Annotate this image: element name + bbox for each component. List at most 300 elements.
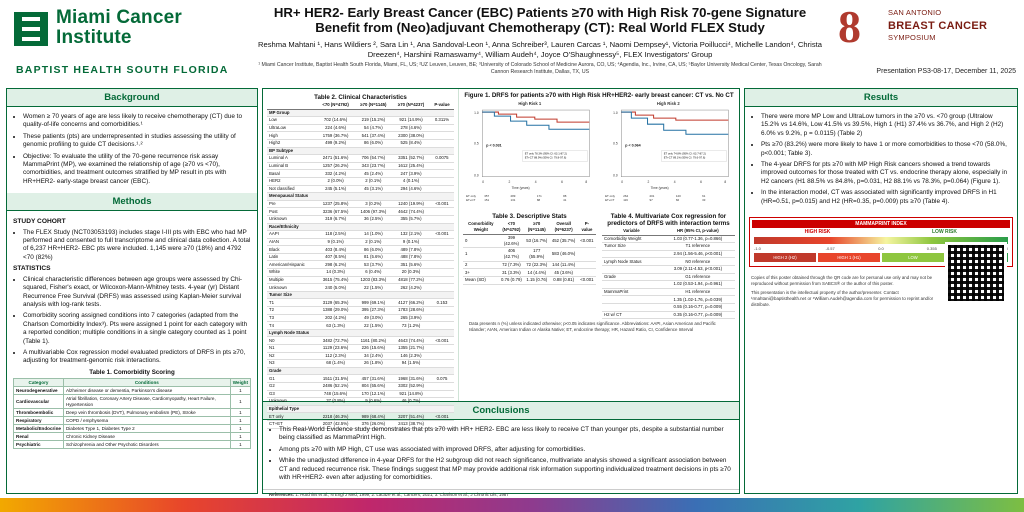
- table-cell: AAPI: [267, 231, 317, 239]
- mammaprint-scale-tick: -0.57: [825, 246, 835, 252]
- table-row: [267, 155, 454, 163]
- table-cell: 73 (1.2%): [392, 322, 430, 330]
- table-cell: 144 (11.4%): [549, 261, 578, 269]
- conclusions-heading: Conclusions: [263, 401, 739, 420]
- svg-text:4: 4: [534, 179, 537, 184]
- table-cell: Basal: [267, 170, 317, 178]
- table-cell: 45 (3.6%): [549, 269, 578, 277]
- clinical-characteristics-table: [267, 102, 454, 429]
- table-cell: 1355 (21.7%): [392, 345, 430, 353]
- svg-text:116: 116: [622, 197, 628, 202]
- table-cell: 3302 (52.9%): [392, 382, 430, 390]
- table2-col-header: ≥70 (N=1145): [355, 102, 393, 109]
- svg-text:0.5: 0.5: [474, 141, 479, 146]
- table-cell: 202 (4.2%): [317, 314, 355, 322]
- table-row: Psychiatric Schizophrenia and Other Psychotic Disorders 1: [14, 441, 251, 449]
- table-row: [267, 314, 454, 322]
- table-cell: 489 (7.8%): [392, 246, 430, 254]
- table-cell: 1203 (83.3%): [355, 276, 393, 284]
- table-cell: 1783 (28.6%): [392, 307, 430, 315]
- page-title: HR+ HER2- Early Breast Cancer (EBC) Patients ≥70 with High Risk 70-gene Signature Benefit from (Neo)adjuvant Chemotherapy (CT): Real World FLEX Study: [273, 5, 807, 35]
- table-cell: H1 reference: [661, 288, 735, 296]
- table-cell: 245 (5.1%): [317, 185, 355, 193]
- table-cell: T2: [267, 307, 317, 315]
- table-row: [267, 276, 454, 284]
- table-row: [602, 273, 735, 281]
- table-cell: N0: [267, 337, 317, 345]
- table-cell: [430, 185, 454, 193]
- table-cell: 407 (8.5%): [317, 253, 355, 261]
- table-cell: White: [267, 269, 317, 277]
- table-cell: 177 (55.9%): [524, 248, 549, 262]
- table-cell: [430, 139, 454, 147]
- table-cell: 49 (3.0%): [355, 314, 393, 322]
- table-cell: 1388 (29.0%): [317, 307, 355, 315]
- table-cell: Comorbidity Weight: [602, 235, 661, 243]
- table-row: [267, 284, 454, 292]
- table-cell: 247 (3.9%): [392, 170, 430, 178]
- table-cell: 226 (15.6%): [355, 345, 393, 353]
- table-cell: 0.0075: [430, 155, 454, 163]
- table-cell: N0 reference: [661, 258, 735, 266]
- table-cell: 0.075: [430, 375, 454, 383]
- table-cell: 403 (8.4%): [317, 246, 355, 254]
- multivariate-cox-table: [602, 228, 735, 319]
- table-cell: 146 (2.3%): [392, 352, 430, 360]
- table-cell: [578, 261, 596, 269]
- methods-stat-item: • Comorbidity scoring assigned conditions into 7 categories (adapted from the Charlson Comorbidity Index³). Pts were assigned 1 point for each category with a reported condition; multiple conditions in a single category counted as 1 point (Table 1).: [23, 312, 251, 346]
- results-item: • Pts ≥70 (83.2%) were more likely to have 1 or more comorbidities to those <70 (58.0%, p<0.001; Table 3).: [761, 141, 1011, 158]
- methods-heading: Methods: [7, 193, 257, 211]
- table-cell: Unknown: [267, 215, 317, 223]
- figure1-panel: [459, 89, 739, 401]
- svg-text:88: 88: [563, 193, 567, 198]
- table-cell: Black: [267, 246, 317, 254]
- table-cell: 2413 (38.7%): [392, 420, 430, 428]
- table-cell: 0.76 (0.79): [499, 276, 525, 284]
- table-cell: 0.55 (0.16-0.77, p=0.009): [661, 303, 735, 311]
- table-cell: MammaPrint: [602, 288, 661, 296]
- table2-col-header: P-value: [430, 102, 454, 109]
- table2-caption: Table 2. Clinical Characteristics: [314, 94, 407, 101]
- baptist-health-logo-icon: [14, 12, 48, 46]
- table-row: [267, 117, 454, 125]
- table-row: [267, 177, 454, 185]
- table-cell: 332 (4.2%): [317, 170, 355, 178]
- svg-text:171: 171: [536, 193, 542, 198]
- table2-group-row: [267, 329, 454, 337]
- table-cell: [430, 382, 454, 390]
- sabcs-line1: SAN ANTONIO: [888, 8, 942, 17]
- table3-col-header: ≥70 (N=1145): [524, 221, 549, 234]
- statistics-subheading: STATISTICS: [13, 265, 51, 273]
- svg-text:ET only 78.3% (95% CI: 63.1-8: ET only 78.3% (95% CI: 63.1-87.2): [524, 152, 567, 156]
- table-cell: 0.311%: [430, 117, 454, 125]
- table-cell: Multiple: [267, 276, 317, 284]
- table-cell: <0.001: [430, 413, 454, 421]
- table4-col-header: Variable: [602, 228, 661, 235]
- table2-group-row: [267, 109, 454, 117]
- brand-tagline: BAPTIST HEALTH SOUTH FLORIDA: [16, 64, 229, 76]
- table-cell: AIAN: [267, 238, 317, 246]
- table-cell: 20 (0.3%): [392, 269, 430, 277]
- table-row: [463, 261, 596, 269]
- table-cell: 1237 (25.8%): [317, 200, 355, 208]
- background-heading: Background: [7, 89, 257, 107]
- svg-text:ET only: ET only: [466, 193, 476, 198]
- table2-group-label: Grade: [267, 367, 454, 375]
- descriptive-stats-table: [463, 221, 596, 285]
- table-cell: 265 (3.9%): [392, 314, 430, 322]
- table-row: Cardiovascular Atrial fibrillation, Coronary Artery Disease, Cardiomyopathy, Heart Failure, Hypertension 1: [14, 395, 251, 409]
- table-cell: 298 (6.2%): [317, 261, 355, 269]
- table3-caption: Table 3. Descriptive Stats: [492, 213, 567, 220]
- table4-caption: Table 4. Multivariate Cox regression for predictors of DRFS with interaction terms: [607, 213, 730, 227]
- table-row: [267, 337, 454, 345]
- results-body: [745, 107, 1017, 213]
- institute-name-line2: Institute: [56, 27, 132, 48]
- table3-footnote: Data presents n (%) unless indicated otherwise; p<0.05 indicates significance. Abbreviations: AAPI, Asian American and Pacific Islander; AIAN, American Indian or Alaska Native; ET, endocrine therapy; HR, Hazard Ratio, CI, Confidence Interval: [469, 321, 716, 333]
- poster-header: [0, 0, 1024, 86]
- table-cell: [602, 281, 661, 289]
- table3-col-header: Comorbidity Weight: [463, 221, 499, 234]
- table-cell: Luminal B: [267, 162, 317, 170]
- table-cell: 3+: [463, 269, 499, 277]
- table-row: [267, 246, 454, 254]
- table-row: [267, 208, 454, 216]
- svg-text:8: 8: [585, 179, 588, 184]
- table-cell: 343 (23.7%): [355, 162, 393, 170]
- table-cell: Lymph Node Status: [602, 258, 661, 266]
- table-cell: 112 (2.3%): [317, 352, 355, 360]
- table-cell: UltraLow: [267, 124, 317, 132]
- table3-col-header: <70 (N=4792): [499, 221, 525, 234]
- svg-text:357: 357: [484, 193, 490, 198]
- table-row: [602, 281, 735, 289]
- conclusion-item: • Among pts ≥70 with MP High, CT use was associated with improved DRFS, after adjusting for comorbidities.: [279, 446, 733, 454]
- table-cell: 2 (0.1%): [355, 238, 393, 246]
- table-cell: 1161 (80.2%): [355, 337, 393, 345]
- table-row: [602, 296, 735, 304]
- table1-caption: Table 1. Comorbidity Scoring: [89, 368, 175, 376]
- table-cell: 3351 (52.7%): [392, 155, 430, 163]
- table-cell: 1.15 (0.76): [524, 276, 549, 284]
- table-cell: G3: [267, 390, 317, 398]
- table-cell: 4643 (74.4%): [392, 337, 430, 345]
- table-cell: 1511 (31.5%): [317, 375, 355, 383]
- bottom-color-bar: [0, 498, 1024, 512]
- table-row: [267, 382, 454, 390]
- table-cell: 9 (0.6%): [355, 398, 393, 406]
- table-cell: [430, 276, 454, 284]
- table-cell: 2218 (46.3%): [317, 413, 355, 421]
- table-cell: 1.35 (1.02-1.76, p=0.039): [661, 296, 735, 304]
- table-cell: 3615 (75.4%): [317, 276, 355, 284]
- table-cell: [578, 269, 596, 277]
- table-cell: 14 (0.3%): [317, 269, 355, 277]
- table1-col-header: Conditions: [63, 379, 230, 387]
- table-cell: 4642 (74.4%): [392, 208, 430, 216]
- table-cell: [430, 269, 454, 277]
- svg-text:0.0: 0.0: [474, 173, 479, 178]
- table-cell: 26 (1.8%): [355, 360, 393, 368]
- references-text: 1. Hutchins et al., N Engl J Med, 1999; 2. Lacaze et al., Cancers, 2021; 3. Charlson et al., J Chronic Dis, 1987: [295, 492, 509, 498]
- table2-col-header: [267, 102, 317, 109]
- table-row: [267, 269, 454, 277]
- table-cell: 1612 (25.4%): [392, 162, 430, 170]
- table-cell: 3.09 (2.11-4.53, p<0.001): [661, 265, 735, 273]
- table-row: [267, 139, 454, 147]
- table-cell: 54 (4.7%): [355, 124, 393, 132]
- table-cell: [430, 246, 454, 254]
- table-row: [602, 311, 735, 319]
- table-cell: 1: [463, 248, 499, 262]
- table-cell: 748 (15.6%): [317, 390, 355, 398]
- svg-text:66: 66: [675, 197, 679, 202]
- table-cell: 921 (14.9%): [392, 117, 430, 125]
- svg-text:ET+CT 88.9% (95% CI: 79.8-97.: ET+CT 88.9% (95% CI: 79.8-97.6): [524, 156, 567, 160]
- km-plot-high-risk-2: [602, 101, 736, 207]
- results-item: • There were more MP Low and UltraLow tumors in the ≥70 vs. <70 group (Ultralow 15.2% vs 14.6%, Low 41.5% vs 39.5%, High 1 (H1) 37.4% vs 36.7%, and High 2 (H2) 6.0% vs 9.2%, p = 0.0115) (Table 2): [761, 113, 1011, 138]
- km2-svg: [602, 106, 736, 202]
- table-cell: [430, 261, 454, 269]
- svg-text:ET+CT 89.1% (95% CI: 79.6-97.: ET+CT 89.1% (95% CI: 79.6-97.6): [663, 156, 705, 160]
- institute-name-line1: Miami Cancer: [56, 7, 182, 28]
- table-cell: 395 (27.3%): [355, 307, 393, 315]
- table-cell: 921 (14.8%): [392, 390, 430, 398]
- methods-body: [7, 211, 257, 453]
- table-cell: 2: [463, 261, 499, 269]
- table-cell: 2037 (42.5%): [317, 420, 355, 428]
- table-cell: 118 (2.5%): [317, 231, 355, 239]
- table-cell: 22 (1.5%): [355, 322, 393, 330]
- table2-group-label: Tumor Size: [267, 291, 454, 299]
- table-cell: American/Hispanic: [267, 261, 317, 269]
- table-cell: 31 (3.3%): [499, 269, 525, 277]
- table-cell: H2 w/ CT: [602, 311, 661, 319]
- svg-text:61: 61: [701, 193, 705, 198]
- table-cell: 3236 (67.5%): [317, 208, 355, 216]
- institute-name: [56, 8, 182, 48]
- qr-note-line2: This presentation is the intellectual property of the author/presenter. Contact ¹rmahtani@baptisthealth.net or ⁴William.Audeh@agendia.com for permission to reprint and/or distribute.: [751, 290, 934, 308]
- table-row: [602, 258, 735, 266]
- author-list: Reshma Mahtani ¹, Hans Wildiers ², Sara Lin ¹, Ana Sandoval-Leon ¹, Anna Schreiber³, Lauren Carcas ¹, Naomi Dempsey¹, Victoria Poillucci⁴, Michelle Landon⁴, Christa Dreezen⁴, Harshini Ramaswamy⁴, William Audeh⁴, Joyce O'Shaughnessy⁵, FLEX Investigators' Group: [258, 40, 822, 59]
- table2-group-row: [267, 405, 454, 413]
- table-cell: [430, 162, 454, 170]
- table-cell: 1968 (31.6%): [392, 375, 430, 383]
- sabcs-line2: BREAST CANCER: [888, 19, 988, 32]
- table-cell: G2: [267, 382, 317, 390]
- table2-panel: [263, 89, 459, 427]
- results-heading: Results: [745, 89, 1017, 107]
- references-label: References:: [269, 492, 295, 498]
- table-cell: 170 (12.1%): [355, 390, 393, 398]
- table-cell: 86 (6.0%): [355, 139, 393, 147]
- conclusion-item: • While the unadjusted difference in 4-year DRFS for the H2 subgroup did not reach significance, multivariate analysis showed a significant association between CT and reduced recurrence risk. These findings suggest that MP may provide additional risk information supporting individualized treatment decisions in pts ≥70 with HR+HER2- even after adjusting for comorbidities.: [279, 457, 733, 482]
- svg-text:41: 41: [563, 197, 567, 202]
- table-cell: 583 (46.0%): [549, 248, 578, 262]
- table-cell: T1: [267, 299, 317, 307]
- table-cell: [602, 250, 661, 258]
- background-body: [7, 107, 257, 193]
- background-item: • Objective: To evaluate the utility of the 70-gene recurrence risk assay MammaPrint (MP), we examined the relationship of age (≥70 vs <70), comorbidities, and treatment outcomes stratified by MP result in pts with HR+HER2- early-stage breast cancer (EBC).: [23, 153, 251, 187]
- table-cell: Tumor Size: [602, 243, 661, 251]
- table-cell: 37 (0.8%): [317, 398, 355, 406]
- table-cell: N2: [267, 352, 317, 360]
- table-cell: 81 (5.6%): [355, 253, 393, 261]
- table-cell: 1406 (97.3%): [355, 208, 393, 216]
- mammaprint-bin-low: LOW: [882, 253, 944, 262]
- table-cell: CT+ET: [267, 420, 317, 428]
- table-cell: 452 (35.7%): [549, 234, 578, 248]
- table-cell: 706 (54.7%): [355, 155, 393, 163]
- table-cell: T3: [267, 314, 317, 322]
- table-row: [463, 248, 596, 262]
- sabcs-logo-text: [888, 7, 987, 45]
- table-cell: 219 (15.2%): [355, 117, 393, 125]
- table-cell: 355 (5.7%): [392, 215, 430, 223]
- mammaprint-high-risk-label: HIGH RISK: [804, 229, 831, 236]
- table-cell: Unknown: [267, 398, 317, 406]
- table2-group-label: MP Group: [267, 109, 454, 117]
- svg-text:289: 289: [510, 193, 516, 198]
- table-row: [602, 303, 735, 311]
- svg-text:1.0: 1.0: [612, 111, 618, 116]
- table-cell: 1257 (26.2%): [317, 162, 355, 170]
- table-row: [267, 238, 454, 246]
- table-cell: 72 (7.3%): [499, 261, 525, 269]
- table-cell: Pre: [267, 200, 317, 208]
- methods-stat-item: • Clinical characteristic differences between age groups were assessed by Chi-squared, Fisher's exact, or Wilcoxon-Mann-Whitney tests. 4-year (yr) Distant Recurrence Free Survival (DRFS) was assessed using Kaplan-Meier survival analysis with log-rank tests.: [23, 276, 251, 310]
- table-cell: 488 (7.8%): [392, 253, 430, 261]
- table-row: [267, 215, 454, 223]
- table-cell: 499 (9.2%): [317, 139, 355, 147]
- conclusion-item: • This Real-World Evidence study demonstrates that pts ≥70 with HR+ HER2- EBC are less likely to receive CT than younger pts, despite a substantial number being classified as MammaPrint High.: [279, 426, 733, 443]
- svg-text:1.0: 1.0: [474, 111, 479, 116]
- table-cell: [430, 352, 454, 360]
- table-row: [602, 265, 735, 273]
- qr-note-block: [745, 271, 1017, 312]
- table-cell: 53 (3.7%): [355, 261, 393, 269]
- conclusions-body: [263, 420, 739, 489]
- table-cell: 4 (0.1%): [392, 177, 430, 185]
- table-cell: 319 (6.7%): [317, 215, 355, 223]
- study-cohort-subheading: STUDY COHORT: [13, 218, 66, 226]
- table-cell: <0.001: [430, 200, 454, 208]
- table-cell: 9 (0.1%): [392, 238, 430, 246]
- svg-text:151: 151: [484, 197, 490, 202]
- table4-panel: [602, 211, 735, 319]
- table-row: [267, 261, 454, 269]
- table-cell: 989 (68.4%): [355, 413, 393, 421]
- table-cell: Unknown: [267, 284, 317, 292]
- svg-text:Time (years): Time (years): [511, 185, 530, 190]
- table-cell: 399 (42.6%): [499, 234, 525, 248]
- table-cell: 36 (2.5%): [355, 215, 393, 223]
- table-cell: [602, 303, 661, 311]
- table-row: Metabolic/Endocrine Diabetes Type 1, Diabetes Type 2 1: [14, 425, 251, 433]
- table-cell: 1.03 (0.77-1.36, p=0.866): [661, 235, 735, 243]
- mammaprint-title: MAMMAPRINT INDEX: [752, 220, 1010, 228]
- table-cell: 94 (1.5%): [392, 360, 430, 368]
- table-row: [267, 322, 454, 330]
- table-cell: [602, 265, 661, 273]
- table-cell: 1129 (23.6%): [317, 345, 355, 353]
- table-row: [463, 234, 596, 248]
- mammaprint-bin-high1: HIGH 1 (H1): [818, 253, 880, 262]
- table-row: Respiratory COPD / emphysema 1: [14, 417, 251, 425]
- table-cell: 4127 (66.2%): [392, 299, 430, 307]
- table-cell: HER2: [267, 177, 317, 185]
- table-cell: <0.001: [578, 276, 596, 284]
- table-cell: 14 (4.4%): [524, 269, 549, 277]
- table-row: [463, 276, 596, 284]
- svg-text:131: 131: [510, 197, 516, 202]
- table-cell: 1759 (36.7%): [317, 132, 355, 140]
- table-cell: 0.35 (0.16-0.77, p=0.009): [661, 311, 735, 319]
- table-cell: 278 (4.6%): [392, 124, 430, 132]
- table-cell: 53 (16.7%): [524, 234, 549, 248]
- table-cell: [430, 284, 454, 292]
- table-cell: 1240 (19.9%): [392, 200, 430, 208]
- table-cell: T4: [267, 322, 317, 330]
- table-row: [267, 124, 454, 132]
- table-cell: 541 (37.4%): [355, 132, 393, 140]
- svg-text:6: 6: [699, 179, 702, 184]
- svg-text:120: 120: [675, 193, 681, 198]
- table-row: Thromboembolic Deep vein thrombosis (DVT), Pulmonary embolism (PE), Stroke 1: [14, 409, 251, 417]
- table-cell: N3: [267, 360, 317, 368]
- sabcs-logo: [838, 1, 1016, 62]
- table-cell: 262 (4.2%): [392, 284, 430, 292]
- table-row: [602, 288, 735, 296]
- table-cell: 0.88 (0.81): [549, 276, 578, 284]
- sabcs-line3: SYMPOSIUM: [888, 33, 936, 42]
- table-cell: [430, 208, 454, 216]
- table-cell: Luminal A: [267, 155, 317, 163]
- km-plot-high-risk-1: [463, 101, 597, 207]
- svg-text:ET+CT: ET+CT: [604, 197, 614, 202]
- background-item: • Women ≥ 70 years of age are less likely to receive chemotherapy (CT) due to quality-of-life concerns and comorbidities.¹: [23, 113, 251, 130]
- table-row: [267, 162, 454, 170]
- table-cell: 3207 (51.4%): [392, 413, 430, 421]
- table-cell: 6 (0.4%): [355, 269, 393, 277]
- table-row: [267, 390, 454, 398]
- table2-group-row: [267, 223, 454, 231]
- table-cell: 2486 (52.1%): [317, 382, 355, 390]
- table-row: [602, 250, 735, 258]
- table-cell: [430, 132, 454, 140]
- table-cell: 1.02 (0.53-1.94, p=0.961): [661, 281, 735, 289]
- qr-code[interactable]: [945, 242, 1007, 304]
- table-cell: T1 reference: [661, 243, 735, 251]
- table-cell: 240 (5.0%): [317, 284, 355, 292]
- table1-col-header: Category: [14, 379, 64, 387]
- table-cell: [578, 248, 596, 262]
- table2-group-row: [267, 147, 454, 155]
- table-cell: G1: [267, 375, 317, 383]
- svg-text:0: 0: [482, 179, 485, 184]
- table-row: [267, 398, 454, 406]
- table-cell: [430, 124, 454, 132]
- table-row: [267, 253, 454, 261]
- svg-text:0.0: 0.0: [612, 173, 618, 178]
- mammaprint-scale-tick: 0.0: [878, 246, 884, 252]
- miami-cancer-institute-logo: [6, 6, 244, 82]
- table-cell: 3 (0.2%): [355, 200, 393, 208]
- table-cell: 457 (31.6%): [355, 375, 393, 383]
- table-cell: 72 (22.3%): [524, 261, 549, 269]
